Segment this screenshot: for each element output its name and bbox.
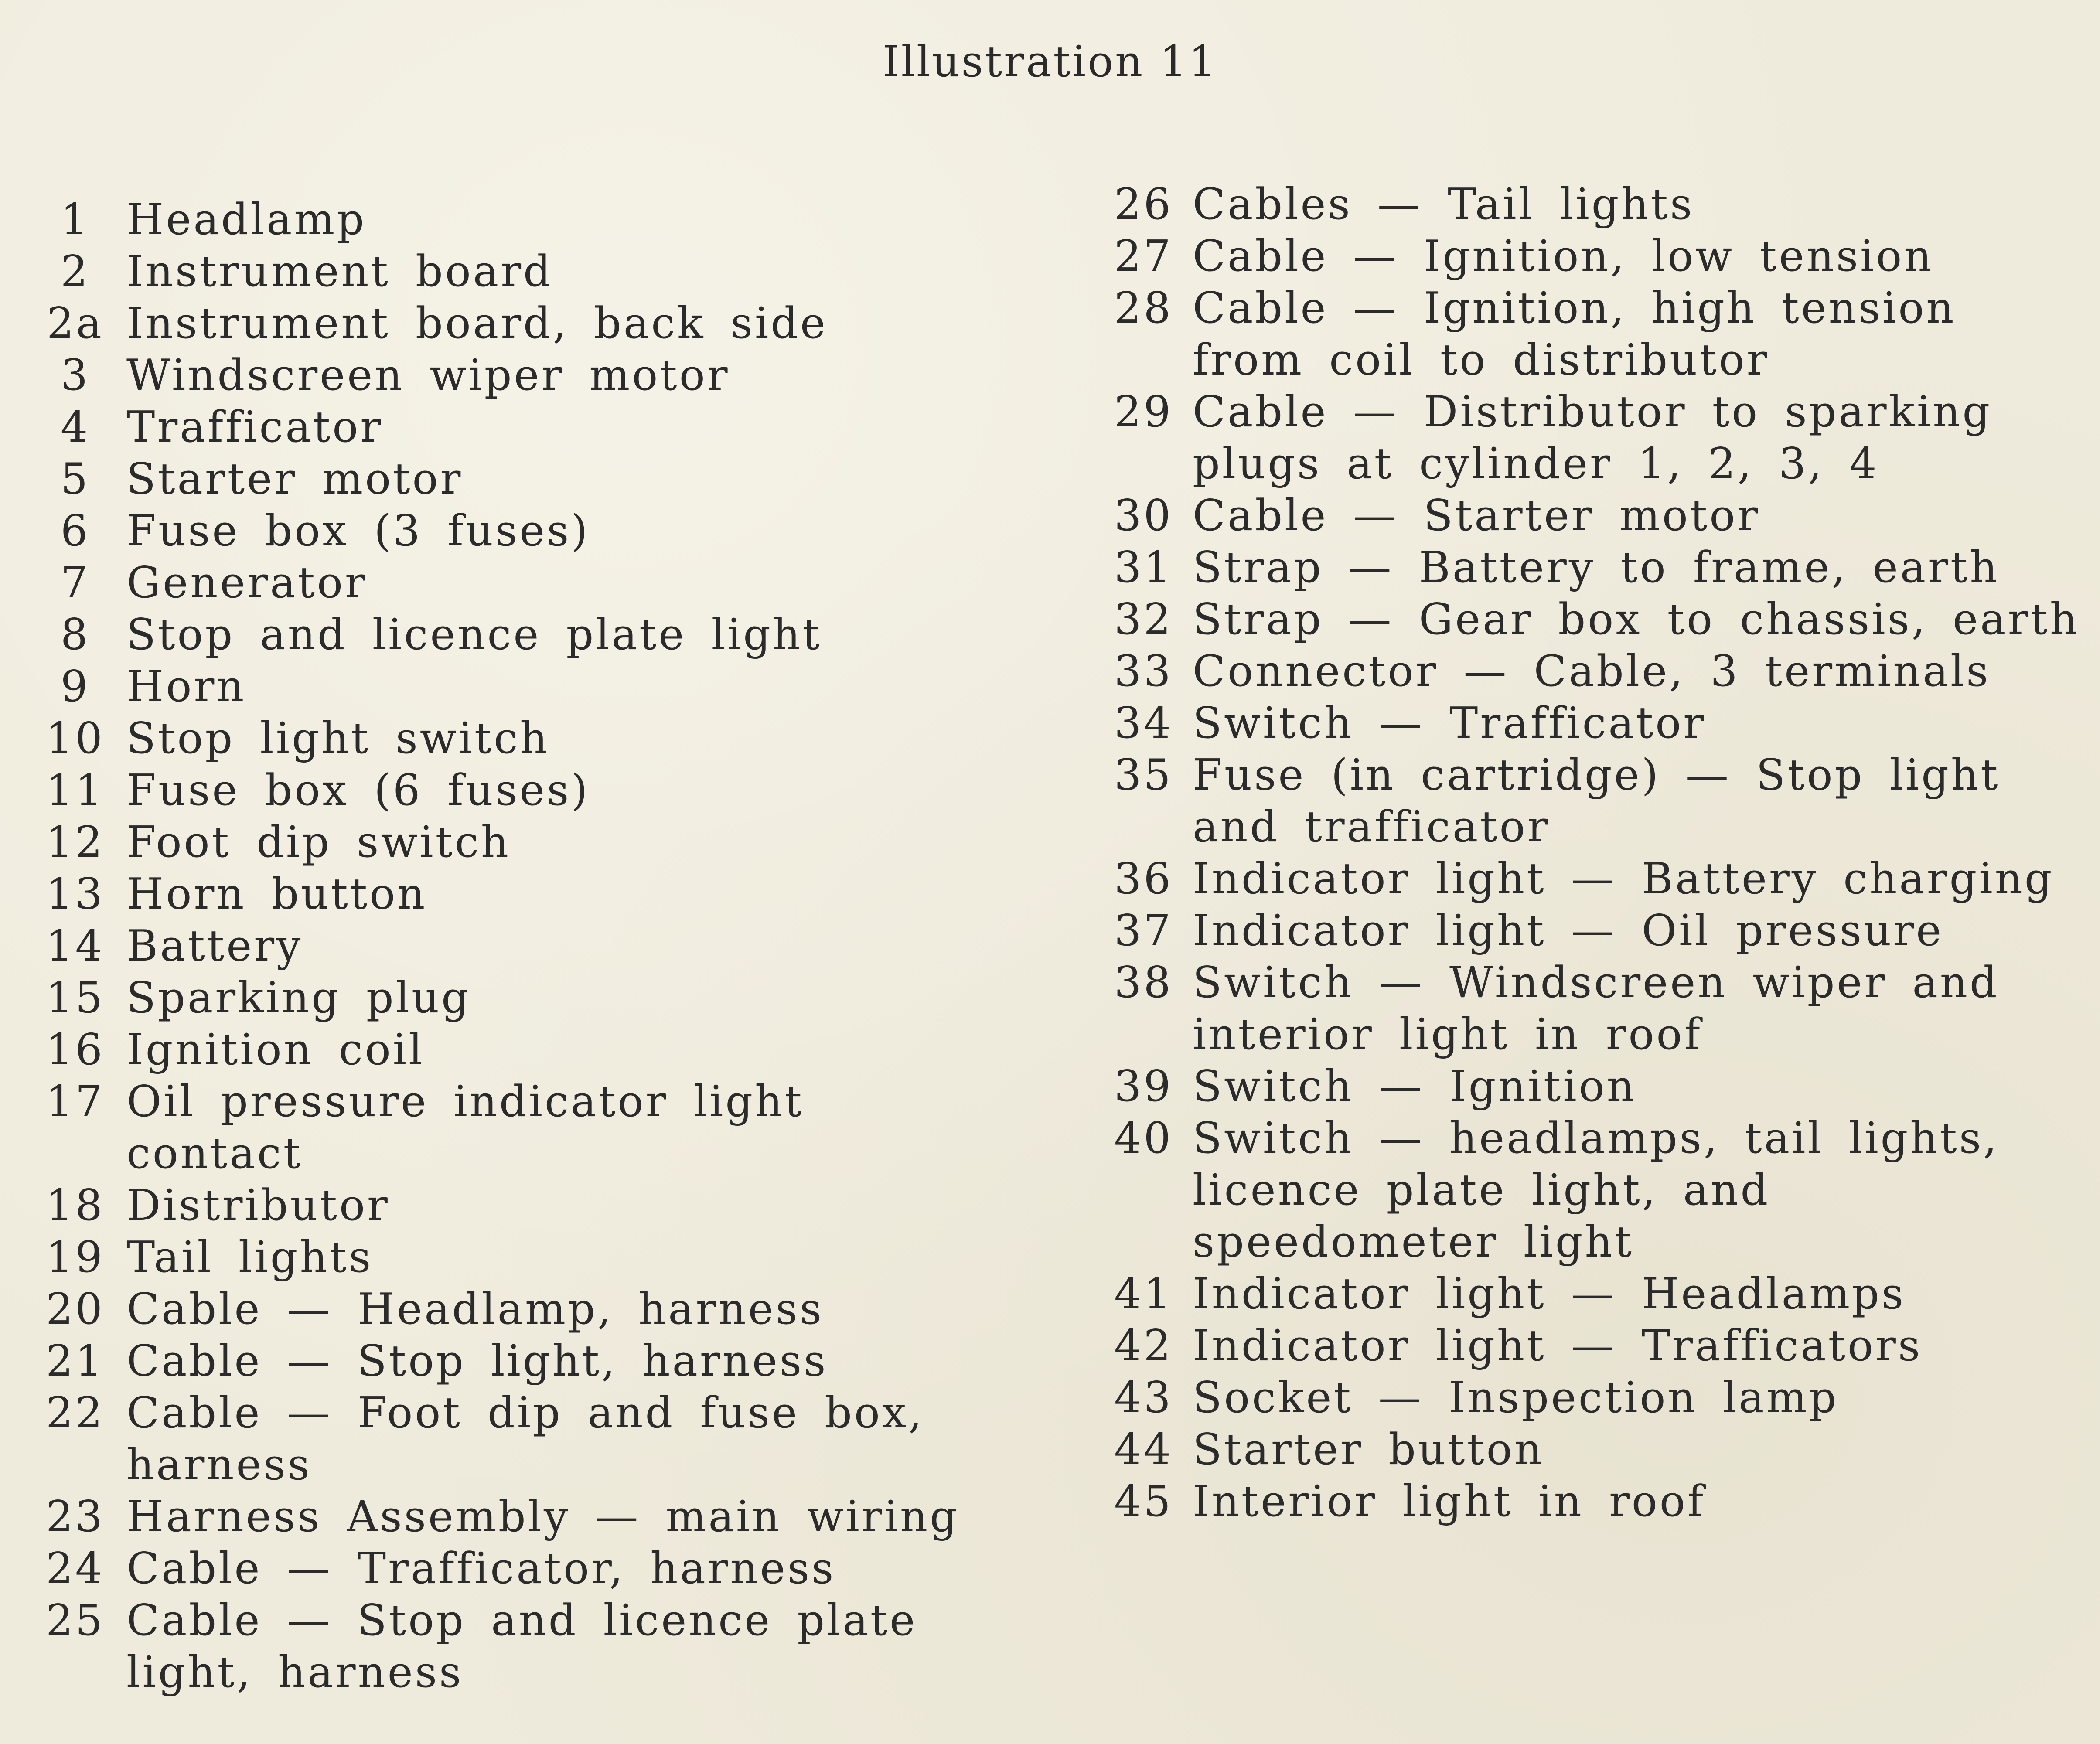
legend-item xyxy=(24,1180,1005,1232)
item-text: Stop and licence plate light xyxy=(126,610,822,660)
legend-item xyxy=(1094,1268,2080,1320)
item-number: 5 xyxy=(60,454,90,504)
legend-item xyxy=(1094,749,2080,853)
item-text: Cable — Trafficator, harness xyxy=(126,1544,836,1594)
item-number: 17 xyxy=(46,1077,105,1127)
legend-item xyxy=(24,246,1005,298)
item-text: Cable — Distributor to sparking plugs at cylinder 1, 2, 3, 4 xyxy=(1193,387,1992,489)
item-text: Cable — Ignition, low tension xyxy=(1193,232,1934,281)
item-number: 1 xyxy=(60,195,90,245)
item-number: 32 xyxy=(1114,595,1173,644)
item-text: Harness Assembly — main wiring xyxy=(126,1492,959,1542)
item-number: 4 xyxy=(60,402,90,452)
item-text: Instrument board, back side xyxy=(126,299,828,348)
item-text: Windscreen wiper motor xyxy=(126,351,730,400)
item-number: 3 xyxy=(60,351,90,400)
legend-item xyxy=(24,661,1005,713)
item-number: 34 xyxy=(1114,698,1173,748)
item-number: 13 xyxy=(46,869,105,919)
item-text: Fuse (in cartridge) — Stop light and trafficator xyxy=(1193,750,2000,852)
legend-item xyxy=(1094,542,2080,594)
item-text: Cables — Tail lights xyxy=(1193,180,1694,229)
legend-item xyxy=(1094,905,2080,957)
legend-item xyxy=(1094,698,2080,749)
item-number: 2a xyxy=(47,299,104,348)
item-text: Interior light in roof xyxy=(1193,1477,1706,1526)
item-text: Cable — Headlamp, harness xyxy=(126,1284,824,1334)
item-number: 36 xyxy=(1114,854,1173,904)
item-number: 19 xyxy=(46,1233,105,1282)
item-number: 30 xyxy=(1114,491,1173,541)
page-title: Illustration 11 xyxy=(882,37,1218,87)
item-number: 18 xyxy=(46,1181,105,1230)
item-number: 41 xyxy=(1114,1269,1173,1319)
item-number: 43 xyxy=(1114,1373,1173,1423)
legend-item xyxy=(24,1024,1005,1076)
item-text: Strap — Battery to frame, earth xyxy=(1193,543,2000,593)
item-text: Switch — Windscreen wiper and interior light in roof xyxy=(1193,958,1999,1059)
item-number: 28 xyxy=(1114,283,1173,333)
item-number: 8 xyxy=(60,610,90,660)
legend-item xyxy=(1094,1476,2080,1528)
item-number: 12 xyxy=(46,818,105,867)
legend-item xyxy=(24,1387,1005,1491)
item-number: 16 xyxy=(46,1025,105,1075)
item-number: 20 xyxy=(46,1284,105,1334)
item-number: 9 xyxy=(60,662,90,712)
item-number: 40 xyxy=(1114,1114,1173,1163)
legend-item xyxy=(24,765,1005,817)
item-text: Strap — Gear box to chassis, earth xyxy=(1193,595,2080,644)
legend-item xyxy=(24,1543,1005,1595)
item-text: Headlamp xyxy=(126,195,367,245)
item-number: 25 xyxy=(46,1596,105,1645)
legend-item xyxy=(1094,490,2080,542)
item-text: Cable — Stop and licence plate light, harness xyxy=(126,1596,917,1697)
item-number: 23 xyxy=(46,1492,105,1542)
legend-item xyxy=(1094,1113,2080,1268)
item-text: Sparking plug xyxy=(126,973,471,1023)
legend-list-left xyxy=(24,194,1005,1699)
item-number: 26 xyxy=(1114,180,1173,229)
item-number: 15 xyxy=(46,973,105,1023)
legend-item xyxy=(1094,1424,2080,1476)
legend-item xyxy=(24,350,1005,402)
item-number: 33 xyxy=(1114,647,1173,696)
legend-item xyxy=(24,972,1005,1024)
item-text: Cable — Stop light, harness xyxy=(126,1336,828,1386)
legend-item xyxy=(1094,957,2080,1061)
item-number: 31 xyxy=(1114,543,1173,593)
legend-item xyxy=(24,1595,1005,1699)
legend-item xyxy=(24,298,1005,350)
item-number: 22 xyxy=(46,1388,105,1438)
item-text: Horn xyxy=(126,662,246,712)
item-number: 42 xyxy=(1114,1321,1173,1371)
item-text: Instrument board xyxy=(126,247,553,296)
legend-item xyxy=(1094,283,2080,386)
item-text: Switch — Trafficator xyxy=(1193,698,1706,748)
legend-item xyxy=(1094,594,2080,646)
item-number: 21 xyxy=(46,1336,105,1386)
item-text: Ignition coil xyxy=(126,1025,425,1075)
item-text: Oil pressure indicator light contact xyxy=(126,1077,804,1179)
item-text: Starter button xyxy=(1193,1425,1544,1475)
item-number: 10 xyxy=(46,714,105,763)
legend-item xyxy=(1094,1372,2080,1424)
item-text: Connector — Cable, 3 terminals xyxy=(1193,647,1991,696)
legend-item xyxy=(24,1076,1005,1180)
legend-item xyxy=(1094,853,2080,905)
legend-item xyxy=(24,713,1005,765)
legend-item xyxy=(24,194,1005,246)
legend-item xyxy=(1094,386,2080,490)
legend-item xyxy=(1094,646,2080,698)
item-text: Horn button xyxy=(126,869,427,919)
item-number: 2 xyxy=(60,247,90,296)
item-number: 27 xyxy=(1114,232,1173,281)
legend-item xyxy=(24,920,1005,972)
legend-item xyxy=(24,817,1005,869)
item-text: Distributor xyxy=(126,1181,390,1230)
item-number: 11 xyxy=(46,766,105,815)
legend-item xyxy=(1094,1320,2080,1372)
item-number: 7 xyxy=(60,558,90,608)
item-text: Generator xyxy=(126,558,368,608)
legend-list-right xyxy=(1094,179,2080,1528)
legend-item xyxy=(24,453,1005,505)
item-number: 45 xyxy=(1114,1477,1173,1526)
legend-item xyxy=(24,1491,1005,1543)
item-number: 24 xyxy=(46,1544,105,1594)
legend-item xyxy=(24,1232,1005,1284)
item-text: Starter motor xyxy=(126,454,463,504)
legend-item xyxy=(24,557,1005,609)
item-text: Battery xyxy=(126,921,303,971)
item-number: 44 xyxy=(1114,1425,1173,1475)
item-text: Trafficator xyxy=(126,402,383,452)
item-text: Indicator light — Trafficators xyxy=(1193,1321,1923,1371)
item-text: Cable — Foot dip and fuse box, harness xyxy=(126,1388,924,1490)
item-number: 37 xyxy=(1114,906,1173,956)
legend-item xyxy=(1094,1061,2080,1113)
item-text: Fuse box (3 fuses) xyxy=(126,506,590,556)
item-text: Socket — Inspection lamp xyxy=(1193,1373,1839,1423)
legend-item xyxy=(1094,231,2080,283)
item-text: Cable — Ignition, high tension from coil to distributor xyxy=(1193,283,1956,385)
item-number: 39 xyxy=(1114,1062,1173,1111)
item-number: 29 xyxy=(1114,387,1173,437)
item-number: 14 xyxy=(46,921,105,971)
item-text: Stop light switch xyxy=(126,714,550,763)
item-number: 35 xyxy=(1114,750,1173,800)
item-text: Switch — headlamps, tail lights, licence plate light, and speedometer light xyxy=(1193,1114,1999,1267)
legend-item xyxy=(24,869,1005,920)
item-text: Indicator light — Headlamps xyxy=(1193,1269,1906,1319)
legend-item xyxy=(24,609,1005,661)
item-text: Indicator light — Battery charging xyxy=(1193,854,2054,904)
item-number: 38 xyxy=(1114,958,1173,1008)
legend-item xyxy=(24,505,1005,557)
legend-item xyxy=(24,1284,1005,1335)
item-text: Foot dip switch xyxy=(126,818,511,867)
legend-item xyxy=(1094,179,2080,231)
item-text: Switch — Ignition xyxy=(1193,1062,1636,1111)
item-text: Cable — Starter motor xyxy=(1193,491,1760,541)
item-text: Tail lights xyxy=(126,1233,373,1282)
item-text: Fuse box (6 fuses) xyxy=(126,766,590,815)
item-text: Indicator light — Oil pressure xyxy=(1193,906,1944,956)
legend-item xyxy=(24,1335,1005,1387)
item-number: 6 xyxy=(60,506,90,556)
legend-item xyxy=(24,402,1005,453)
